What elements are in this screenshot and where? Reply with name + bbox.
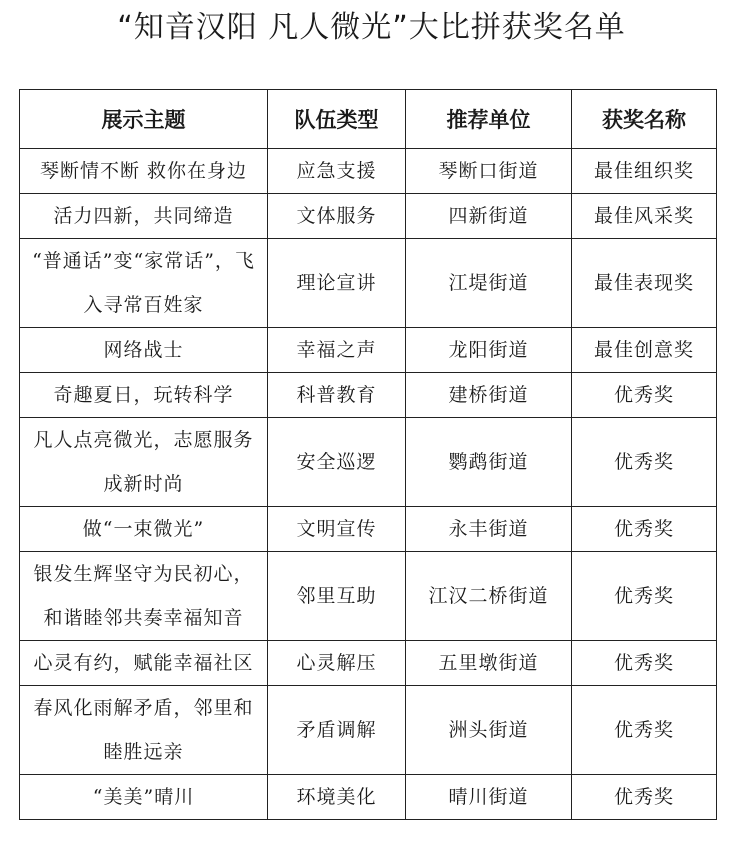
cell-team-type: 环境美化 [268,775,406,820]
cell-theme: 做“一束微光” [20,507,268,552]
cell-unit: 四新街道 [406,194,572,239]
cell-award: 最佳创意奖 [572,328,717,373]
table-row [20,775,717,820]
header-team-type: 队伍类型 [268,90,406,149]
cell-theme: 琴断情不断 救你在身边 [20,149,268,194]
cell-unit: 江堤街道 [406,239,572,328]
table-row [20,418,717,507]
cell-team-type: 安全巡逻 [268,418,406,507]
cell-theme: 活力四新，共同缔造 [20,194,268,239]
table-header-row [20,90,717,149]
table-row [20,552,717,641]
cell-team-type: 心灵解压 [268,641,406,686]
cell-theme: “美美”晴川 [20,775,268,820]
cell-unit: 永丰街道 [406,507,572,552]
cell-theme: 凡人点亮微光，志愿服务成新时尚 [20,418,268,507]
cell-unit: 建桥街道 [406,373,572,418]
cell-theme: 心灵有约，赋能幸福社区 [20,641,268,686]
cell-theme: 奇趣夏日，玩转科学 [20,373,268,418]
cell-team-type: 应急支援 [268,149,406,194]
cell-team-type: 幸福之声 [268,328,406,373]
cell-award: 优秀奖 [572,686,717,775]
cell-theme: 银发生辉坚守为民初心，和谐睦邻共奏幸福知音 [20,552,268,641]
cell-unit: 龙阳街道 [406,328,572,373]
cell-award: 优秀奖 [572,507,717,552]
cell-team-type: 科普教育 [268,373,406,418]
table-row [20,194,717,239]
cell-award: 最佳组织奖 [572,149,717,194]
cell-team-type: 矛盾调解 [268,686,406,775]
cell-award: 最佳表现奖 [572,239,717,328]
cell-unit: 洲头街道 [406,686,572,775]
cell-award: 优秀奖 [572,552,717,641]
table-row [20,239,717,328]
cell-award: 优秀奖 [572,373,717,418]
cell-team-type: 邻里互助 [268,552,406,641]
table-row [20,507,717,552]
cell-unit: 江汉二桥街道 [406,552,572,641]
header-theme: 展示主题 [20,90,268,149]
table-row [20,328,717,373]
awards-table [19,89,717,820]
table-row [20,641,717,686]
cell-unit: 鹦鹉街道 [406,418,572,507]
cell-unit: 晴川街道 [406,775,572,820]
cell-team-type: 文体服务 [268,194,406,239]
page-title: “知音汉阳 凡人微光”大比拼获奖名单 [117,10,626,45]
cell-award: 优秀奖 [572,775,717,820]
header-award: 获奖名称 [572,90,717,149]
cell-award: 优秀奖 [572,418,717,507]
cell-theme: 网络战士 [20,328,268,373]
cell-award: 最佳风采奖 [572,194,717,239]
cell-theme: “普通话”变“家常话”，飞入寻常百姓家 [20,239,268,328]
cell-theme: 春风化雨解矛盾，邻里和睦胜远亲 [20,686,268,775]
table-row [20,373,717,418]
table-row [20,686,717,775]
cell-team-type: 文明宣传 [268,507,406,552]
cell-team-type: 理论宣讲 [268,239,406,328]
cell-unit: 琴断口街道 [406,149,572,194]
header-unit: 推荐单位 [406,90,572,149]
table-row [20,149,717,194]
cell-unit: 五里墩街道 [406,641,572,686]
cell-award: 优秀奖 [572,641,717,686]
